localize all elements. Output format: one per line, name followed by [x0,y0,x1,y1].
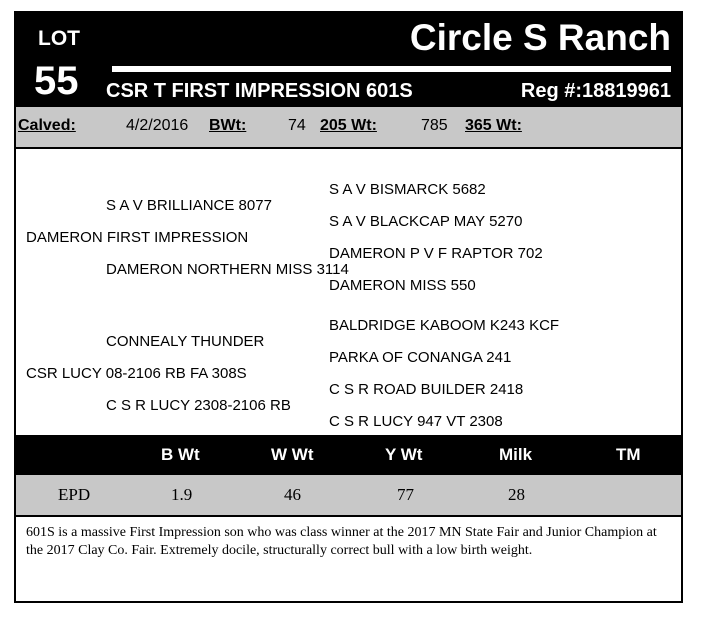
dam-sire-dam: PARKA OF CONANGA 241 [329,349,512,366]
lot-label: LOT [38,27,80,50]
sire-dam-sire: DAMERON P V F RAPTOR 702 [329,245,543,262]
sire-dam: DAMERON NORTHERN MISS 3114 [106,261,349,278]
epd-value-milk: 28 [508,485,525,504]
epd-header-wwt: W Wt [271,445,314,464]
ranch-name: Circle S Ranch [409,17,671,58]
dam-dam-dam: C S R LUCY 947 VT 2308 [329,413,503,430]
lot-header [16,13,681,107]
epd-header-ywt: Y Wt [385,445,423,464]
wt205-label: 205 Wt: [320,117,377,134]
epd-header-bwt: B Wt [161,445,200,464]
sire-sire: S A V BRILLIANCE 8077 [106,197,272,214]
calved-label: Calved: [18,117,76,134]
sire-sire-sire: S A V BISMARCK 5682 [329,181,486,198]
pedigree [16,149,681,435]
dam: CSR LUCY 08-2106 RB FA 308S [26,365,247,382]
epd-row-label: EPD [58,485,91,504]
lot-card [14,11,683,603]
epd-header-tm: TM [616,445,641,464]
epd-value-bwt: 1.9 [171,485,193,504]
dam-sire-sire: BALDRIDGE KABOOM K243 KCF [329,317,560,334]
epd-value-ywt: 77 [397,485,414,504]
epd-header-row [16,435,681,475]
dam-dam-sire: C S R ROAD BUILDER 2418 [329,381,524,398]
animal-name: CSR T FIRST IMPRESSION 601S [106,80,413,102]
calved-value: 4/2/2016 [126,117,189,134]
header-rule [112,66,671,72]
sire: DAMERON FIRST IMPRESSION [26,229,249,246]
epd-value-wwt: 46 [284,485,301,504]
bwt-value: 74 [288,117,306,134]
dam-sire: CONNEALY THUNDER [106,333,265,350]
epd-value-row [16,475,681,515]
wt205-value: 785 [421,117,448,134]
dam-dam: C S R LUCY 2308-2106 RB [106,397,291,414]
sire-dam-dam: DAMERON MISS 550 [329,277,476,294]
bwt-label: BWt: [209,117,247,134]
registration-number: Reg #:18819961 [520,80,671,102]
lot-comment: 601S is a massive First Impression son who was class winner at the 2017 MN State Fair and Junior Champion at the 2017 Clay Co. Fair. Extremely docile, structurally correct bull with a low birth weight. [16,515,681,603]
sire-sire-dam: S A V BLACKCAP MAY 5270 [329,213,523,230]
epd-header-milk: Milk [499,445,533,464]
weights-bar [16,107,681,149]
lot-number: 55 [34,59,79,103]
wt365-label: 365 Wt: [465,117,522,134]
